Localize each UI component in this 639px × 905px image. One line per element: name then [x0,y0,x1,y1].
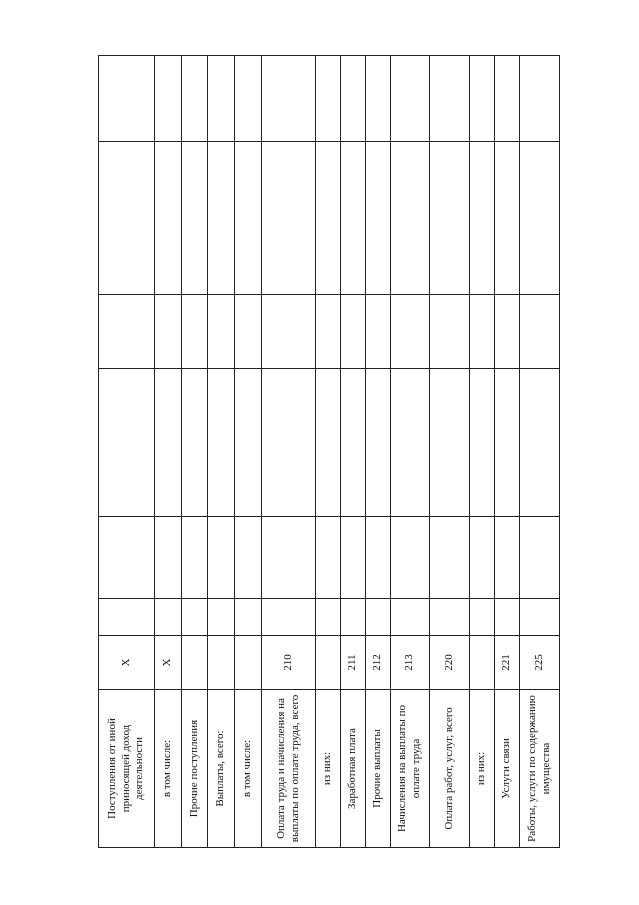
value-cell [235,142,262,295]
value-cell [391,142,430,295]
row-code: 221 [495,636,520,690]
value-cell [235,56,262,142]
value-cell [182,369,208,517]
value-cell [155,369,182,517]
value-cell [366,142,391,295]
value-cell [520,142,560,295]
value-cell [366,369,391,517]
row-name: в том числе: [155,690,182,848]
table-row [208,56,235,848]
value-cell [262,142,316,295]
value-cell [182,56,208,142]
value-cell [470,369,495,517]
table-row [430,56,470,848]
value-cell [208,517,235,599]
value-cell [99,142,155,295]
row-code: 211 [341,636,366,690]
value-cell [495,517,520,599]
value-cell [155,56,182,142]
value-cell [99,295,155,369]
value-cell [470,295,495,369]
value-cell [155,295,182,369]
value-cell [208,295,235,369]
table-row [155,56,182,848]
value-cell [182,295,208,369]
value-cell [430,369,470,517]
row-code [470,636,495,690]
value-cell [235,599,262,636]
row-code [316,636,341,690]
value-cell [316,517,341,599]
rotated-table-page [98,56,559,848]
row-name: Услуги связи [495,690,520,848]
value-cell [262,56,316,142]
value-cell [366,295,391,369]
value-cell [262,369,316,517]
value-cell [366,599,391,636]
value-cell [470,142,495,295]
value-cell [520,517,560,599]
table-row [262,56,316,848]
value-cell [520,599,560,636]
value-cell [155,517,182,599]
value-cell [341,56,366,142]
value-cell [520,56,560,142]
row-code: 225 [520,636,560,690]
value-cell [262,295,316,369]
value-cell [470,599,495,636]
budget-table [98,55,560,848]
value-cell [99,517,155,599]
row-code: 220 [430,636,470,690]
row-name: Прочие поступления [182,690,208,848]
row-code [235,636,262,690]
value-cell [430,295,470,369]
table-row [341,56,366,848]
value-cell [495,599,520,636]
value-cell [391,295,430,369]
row-name: Оплата труда и начисления на выплаты по оплате труда, всего [262,690,316,848]
value-cell [520,295,560,369]
value-cell [430,142,470,295]
value-cell [316,599,341,636]
value-cell [341,142,366,295]
value-cell [430,517,470,599]
row-name: из них: [470,690,495,848]
table-row [99,56,155,848]
row-code [208,636,235,690]
value-cell [341,599,366,636]
value-cell [235,517,262,599]
value-cell [430,56,470,142]
value-cell [99,369,155,517]
value-cell [208,142,235,295]
value-cell [470,56,495,142]
table-row [470,56,495,848]
value-cell [520,369,560,517]
row-code: 210 [262,636,316,690]
row-name: Заработная плата [341,690,366,848]
value-cell [495,295,520,369]
value-cell [366,56,391,142]
row-name: Оплата работ, услуг, всего [430,690,470,848]
value-cell [262,599,316,636]
row-code: 212 [366,636,391,690]
table-row [495,56,520,848]
row-name: Прочие выплаты [366,690,391,848]
row-name: в том числе: [235,690,262,848]
value-cell [208,56,235,142]
value-cell [262,517,316,599]
row-name: из них: [316,690,341,848]
value-cell [182,599,208,636]
value-cell [430,599,470,636]
value-cell [235,295,262,369]
value-cell [182,517,208,599]
table-row [316,56,341,848]
table-row [235,56,262,848]
value-cell [495,56,520,142]
value-cell [391,517,430,599]
value-cell [99,599,155,636]
row-code: 213 [391,636,430,690]
value-cell [99,56,155,142]
value-cell [208,599,235,636]
table-row [520,56,560,848]
table-row [366,56,391,848]
value-cell [391,56,430,142]
value-cell [155,599,182,636]
row-name: Начисления на выплаты по оплате труда [391,690,430,848]
value-cell [208,369,235,517]
value-cell [341,295,366,369]
row-code: X [155,636,182,690]
table-row [182,56,208,848]
row-name: Выплаты, всего: [208,690,235,848]
value-cell [391,599,430,636]
value-cell [316,295,341,369]
row-code: X [99,636,155,690]
row-name: Поступления от иной приносящей доход деятельности [99,690,155,848]
value-cell [182,142,208,295]
value-cell [155,142,182,295]
row-name: Работы, услуги по содержанию имущества [520,690,560,848]
value-cell [495,369,520,517]
value-cell [316,369,341,517]
value-cell [235,369,262,517]
table-row [391,56,430,848]
value-cell [341,517,366,599]
value-cell [341,369,366,517]
value-cell [316,142,341,295]
value-cell [316,56,341,142]
value-cell [391,369,430,517]
value-cell [495,142,520,295]
value-cell [470,517,495,599]
value-cell [366,517,391,599]
row-code [182,636,208,690]
